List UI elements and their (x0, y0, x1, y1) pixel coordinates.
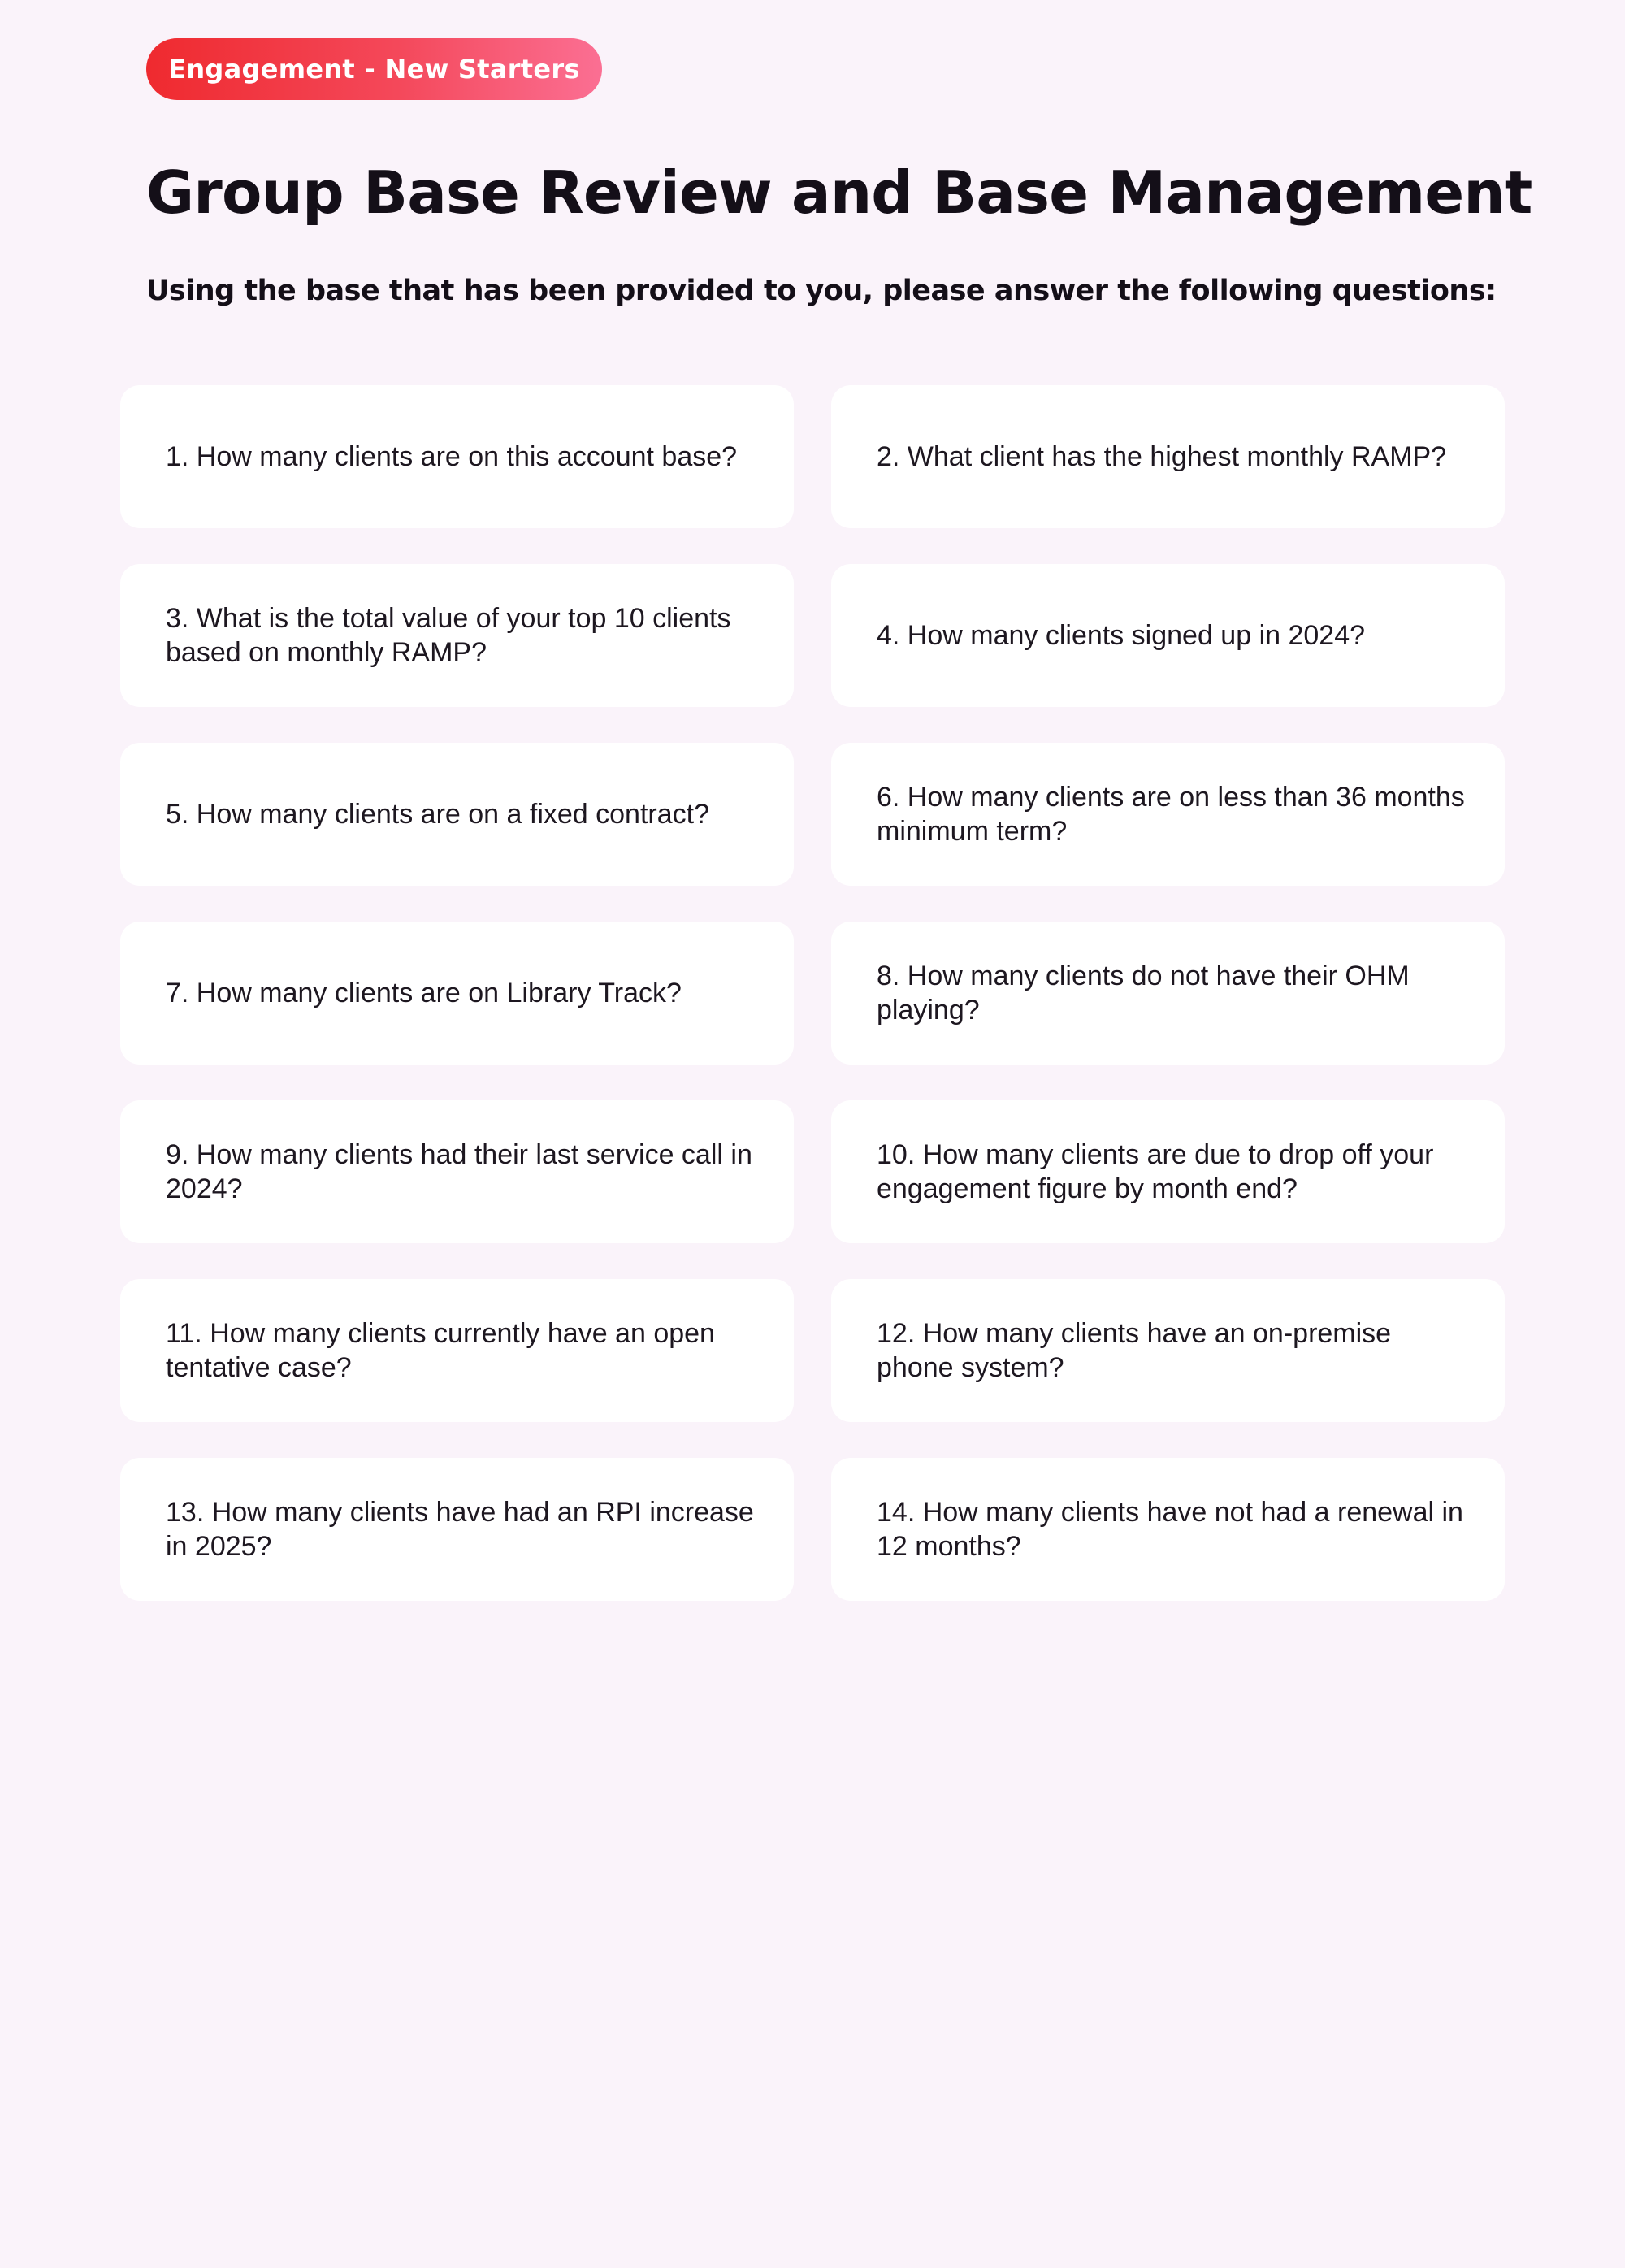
question-text: 7. How many clients are on Library Track? (166, 978, 682, 1008)
question-text: 10. How many clients are due to drop off your engagement figure by month end? (877, 1139, 1434, 1204)
question-text: 6. How many clients are on less than 36 months minimum term? (877, 782, 1465, 847)
question-text: 14. How many clients have not had a renewal in 12 months? (877, 1497, 1463, 1562)
question-card (120, 1100, 794, 1243)
question-card (120, 385, 794, 528)
instructions: Using the base that has been provided to you, please answer the following questions: (146, 275, 1497, 307)
question-card (831, 564, 1505, 707)
question-card (831, 385, 1505, 528)
question-card (831, 922, 1505, 1065)
category-badge: Engagement - New Starters (146, 38, 602, 100)
questions-grid (120, 385, 1505, 1601)
question-text: 11. How many clients currently have an open tentative case? (166, 1318, 715, 1383)
question-card (120, 743, 794, 886)
question-card (831, 1100, 1505, 1243)
question-card (831, 1458, 1505, 1601)
question-card (120, 1458, 794, 1601)
question-card (831, 1279, 1505, 1422)
question-text: 8. How many clients do not have their OHM playing? (877, 961, 1410, 1026)
page-title: Group Base Review and Base Management (146, 158, 1532, 227)
question-card (120, 1279, 794, 1422)
question-text: 3. What is the total value of your top 10 clients based on monthly RAMP? (166, 603, 731, 668)
question-text: 9. How many clients had their last service call in 2024? (166, 1139, 752, 1204)
question-text: 12. How many clients have an on-premise phone system? (877, 1318, 1392, 1383)
question-text: 4. How many clients signed up in 2024? (877, 620, 1366, 651)
question-card (831, 743, 1505, 886)
question-card (120, 564, 794, 707)
question-card (120, 922, 794, 1065)
question-text: 1. How many clients are on this account base? (166, 441, 738, 472)
question-text: 13. How many clients have had an RPI increase in 2025? (166, 1497, 754, 1562)
question-text: 5. How many clients are on a fixed contract? (166, 799, 709, 830)
question-text: 2. What client has the highest monthly RAMP? (877, 441, 1447, 472)
